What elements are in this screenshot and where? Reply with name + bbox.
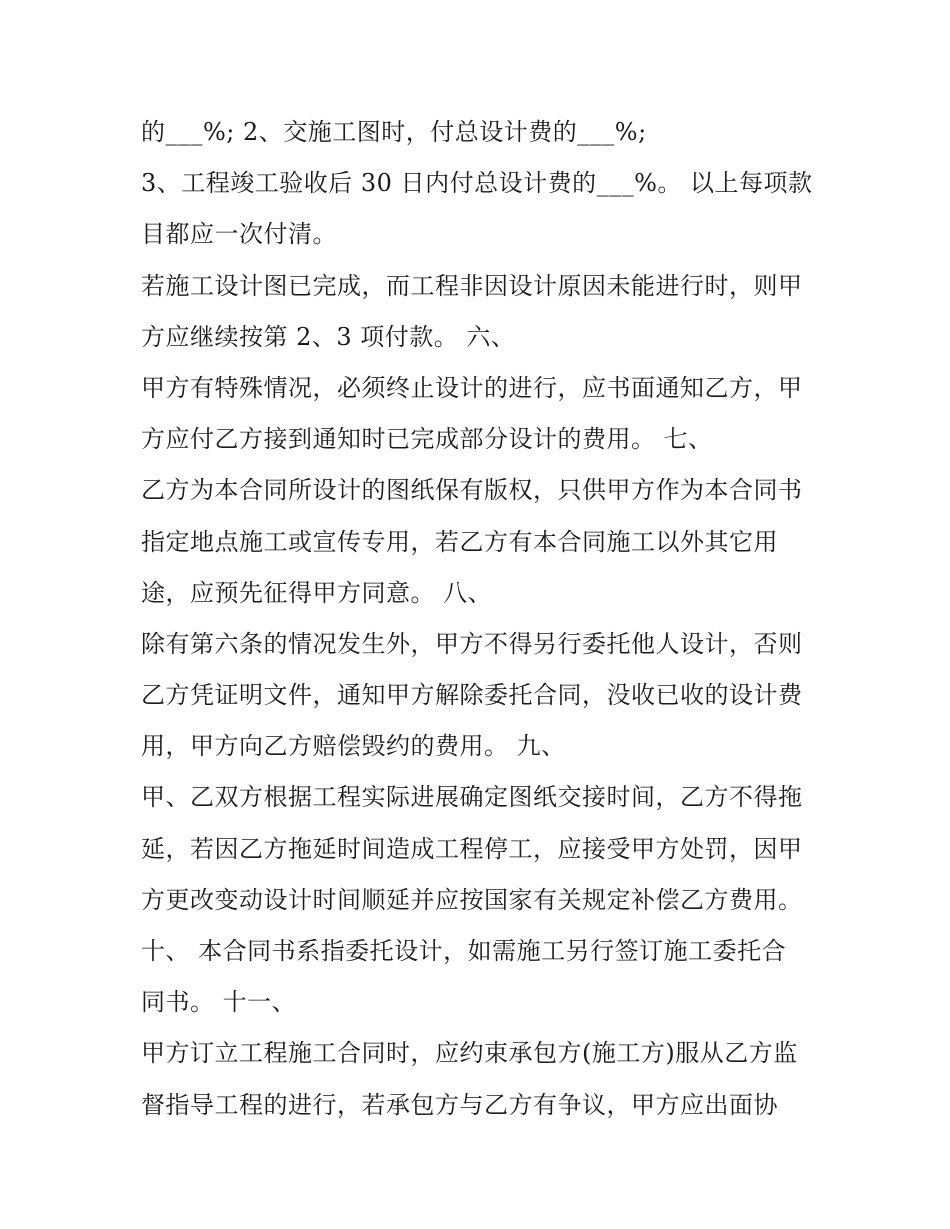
text-line: 3、工程竣工验收后 30 日内付总设计费的___%。 以上每项款 bbox=[141, 169, 813, 198]
text-line: 方更改变动设计时间顺延并应按国家有关规定补偿乙方费用。 bbox=[141, 885, 803, 914]
text-line: 甲方订立工程施工合同时，应约束承包方(施工方)服从乙方监 bbox=[141, 1039, 798, 1068]
text-line: 甲方有特殊情况，必须终止设计的进行，应书面通知乙方，甲 bbox=[141, 373, 803, 402]
text-line: 目都应一次付清。 bbox=[141, 220, 337, 249]
text-line: 十、 本合同书系指委托设计，如需施工另行签订施工委托合 bbox=[141, 937, 787, 965]
text-line: 乙方为本合同所设计的图纸保有版权，只供甲方作为本合同书 bbox=[141, 476, 803, 505]
text-line: 同书。 十一、 bbox=[141, 988, 297, 1017]
text-line: 督指导工程的进行，若承包方与乙方有争议，甲方应出面协 bbox=[141, 1090, 778, 1119]
text-line: 指定地点施工或宣传专用，若乙方有本合同施工以外其它用 bbox=[141, 527, 778, 556]
text-line: 方应付乙方接到通知时已完成部分设计的费用。 七、 bbox=[141, 425, 713, 454]
text-line: 除有第六条的情况发生外，甲方不得另行委托他人设计，否则 bbox=[141, 629, 803, 658]
text-line: 途，应预先征得甲方同意。 八、 bbox=[141, 578, 493, 607]
contract-body-text bbox=[141, 107, 821, 1131]
text-line: 延，若因乙方拖延时间造成工程停工，应接受甲方处罚，因甲 bbox=[141, 834, 803, 863]
text-line: 的___%; 2、交施工图时，付总设计费的___%; bbox=[141, 118, 647, 146]
text-line: 方应继续按第 2、3 项付款。 六、 bbox=[141, 322, 516, 351]
text-line: 甲、乙双方根据工程实际进展确定图纸交接时间，乙方不得拖 bbox=[141, 783, 803, 812]
text-line: 乙方凭证明文件，通知甲方解除委托合同，没收已收的设计费 bbox=[141, 681, 803, 710]
text-line: 若施工设计图已完成，而工程非因设计原因未能进行时，则甲 bbox=[141, 271, 803, 300]
text-line: 用，甲方向乙方赔偿毁约的费用。 九、 bbox=[141, 732, 566, 761]
